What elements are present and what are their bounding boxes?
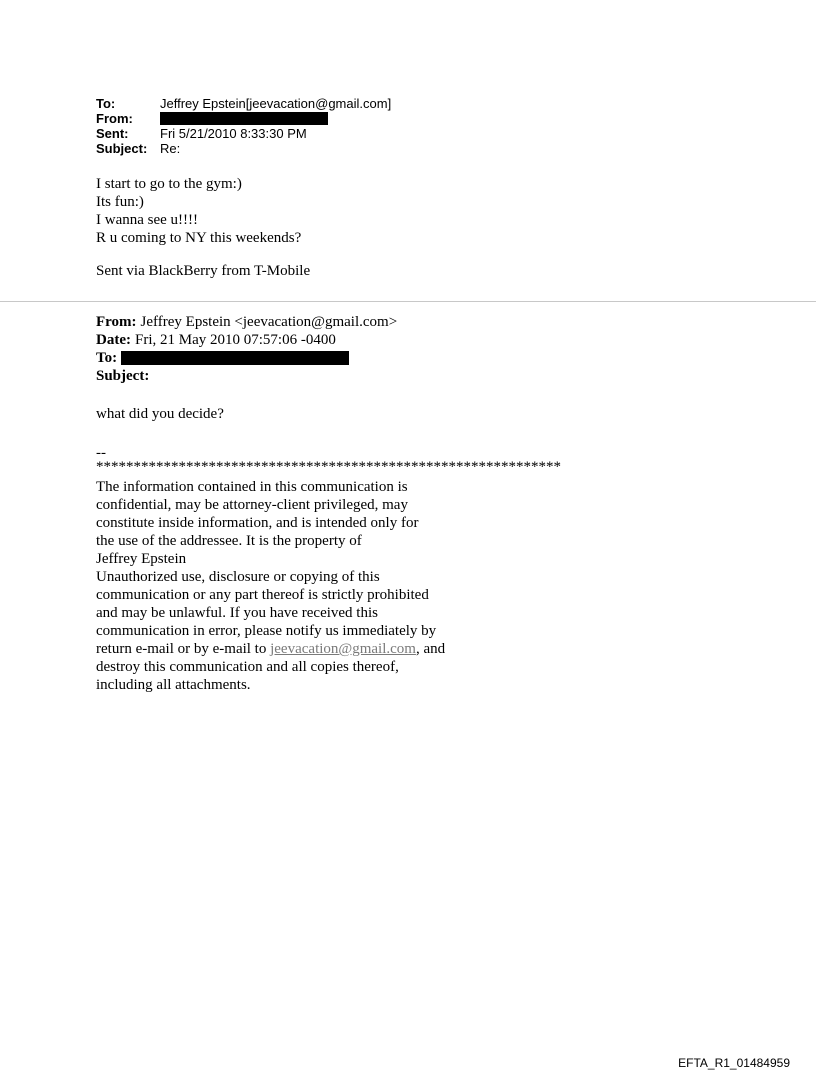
quoted-date-value: Fri, 21 May 2010 07:57:06 -0400: [134, 332, 336, 348]
disclaimer-line: the use of the addressee. It is the property of: [96, 533, 362, 549]
email-header: [96, 96, 391, 156]
quoted-date-row: [96, 331, 397, 349]
disclaimer-line: The information contained in this communication is: [96, 479, 408, 495]
subject-label: Subject:: [96, 140, 148, 156]
message-line: R u coming to NY this weekends?: [96, 230, 302, 246]
quoted-from-row: [96, 313, 397, 331]
subject-value: Re:: [160, 140, 181, 156]
from-label: From:: [96, 110, 133, 126]
document-id: EFTA_R1_01484959: [678, 1056, 790, 1070]
redaction-bar: [160, 112, 328, 125]
message-line: Its fun:): [96, 194, 144, 210]
header-sent-row: [96, 126, 391, 141]
quoted-to-label: To:: [96, 350, 118, 366]
message-line: I wanna see u!!!!: [96, 212, 199, 228]
quoted-from-label: From:: [96, 314, 137, 330]
to-value: Jeffrey Epstein[jeevacation@gmail.com]: [160, 95, 392, 111]
disclaimer-line: and may be unlawful. If you have received this: [96, 605, 378, 621]
disclaimer-line: destroy this communication and all copies thereof,: [96, 659, 399, 675]
disclaimer-line: including all attachments.: [96, 677, 251, 693]
quoted-from-value: Jeffrey Epstein <jeevacation@gmail.com>: [140, 314, 398, 330]
disclaimer-line: Unauthorized use, disclosure or copying of this: [96, 569, 380, 585]
stars-separator: **************************************************************: [96, 459, 561, 475]
email-link[interactable]: jeevacation@gmail.com: [270, 641, 416, 657]
confidentiality-disclaimer: [96, 478, 445, 694]
quoted-to-row: [96, 349, 397, 367]
header-from-row: [96, 111, 391, 126]
to-label: To:: [96, 95, 116, 111]
return-prefix: return e-mail or by e-mail to: [96, 641, 271, 657]
message-line: I start to go to the gym:): [96, 176, 242, 192]
quoted-date-label: Date:: [96, 332, 131, 348]
disclaimer-line: communication in error, please notify us immediately by: [96, 623, 437, 639]
disclaimer-line: communication or any part thereof is strictly prohibited: [96, 587, 429, 603]
signature-dash: --: [96, 445, 106, 461]
quoted-subject-label: Subject:: [96, 368, 150, 384]
sent-label: Sent:: [96, 125, 129, 141]
quoted-body: what did you decide?: [96, 406, 224, 422]
disclaimer-return-line: [96, 640, 445, 658]
message-body: [96, 175, 301, 247]
return-suffix: , and: [415, 641, 446, 657]
section-divider: [0, 301, 816, 302]
disclaimer-line: constitute inside information, and is intended only for: [96, 515, 419, 531]
header-to-row: [96, 96, 391, 111]
quoted-header: [96, 313, 397, 385]
header-subject-row: [96, 141, 391, 156]
disclaimer-line: Jeffrey Epstein: [96, 551, 187, 567]
message-signature: Sent via BlackBerry from T-Mobile: [96, 263, 311, 279]
redaction-bar: [121, 351, 349, 365]
disclaimer-line: confidential, may be attorney-client privileged, may: [96, 497, 408, 513]
quoted-subject-row: [96, 367, 397, 385]
sent-value: Fri 5/21/2010 8:33:30 PM: [160, 125, 307, 141]
